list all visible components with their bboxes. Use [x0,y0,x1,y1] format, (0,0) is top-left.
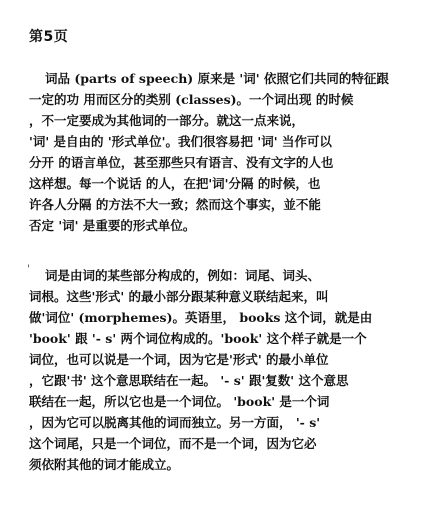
paragraph-line: 分开 的语言单位，甚至那些只有语言、没有文字的人也 [29,155,334,170]
paragraph-line: 联结在一起，所以它也是一个词位。 'book' 是一个词 [29,394,330,409]
paragraph-line: '词' 是自由的 '形式单位'。我们很容易把 '词' 当作可以 [29,134,332,149]
paragraph-line: 'book' 跟 '- s' 两个词位构成的。'book' 这个样子就是一个 [29,331,367,346]
paragraph-line: 否定 '词' 是重要的形式单位。 [29,218,196,233]
paragraph-line: ，不一定要成为其他词的一部分。就这一点来说， [29,113,305,128]
paragraph-line: 这样想。每一个说话 的人，在把'词'分隔 的时候，也 [29,176,321,191]
paragraph-parts-of-speech [29,68,407,236]
page-number: 第5页 [29,29,69,45]
paragraph-line: 许各人分隔 的方法不大一致；然而这个事实，並不能 [29,197,321,212]
paragraph-line: 一定的功 用而区分的类别 (classes)。一个词出现 的时候 [29,92,354,107]
paragraph-line: 词位，也可以说是一个词，因为它是'形式' 的最小单位 [29,352,329,367]
paragraph-line: 做'词位' (morphemes)。英语里， books 这个词，就是由 [29,310,373,325]
paragraph-line: 词根。这些'形式' 的最小部分跟某种意义联结起来，叫 [29,289,329,304]
stray-mark: ' [27,264,30,275]
paragraph-line: ，因为它可以脱离其他的词而独立。另一方面， '- s' [29,415,321,430]
paragraph-line: 词品 (parts of speech) 原来是 '词' 依照它们共同的特征跟 [45,71,389,86]
paragraph-line: ，它跟'书' 这个意思联结在一起。 '- s' 跟'复数' 这个意思 [29,373,349,388]
paragraph-line: 词是由词的某些部分构成的，例如：词尾、词头、 [45,268,321,283]
paragraph-line: 这个词尾，只是一个词位，而不是一个词，因为它必 [29,436,317,451]
paragraph-morphemes [29,265,407,475]
paragraph-line: 须依附其他的词才能成立。 [29,457,180,472]
